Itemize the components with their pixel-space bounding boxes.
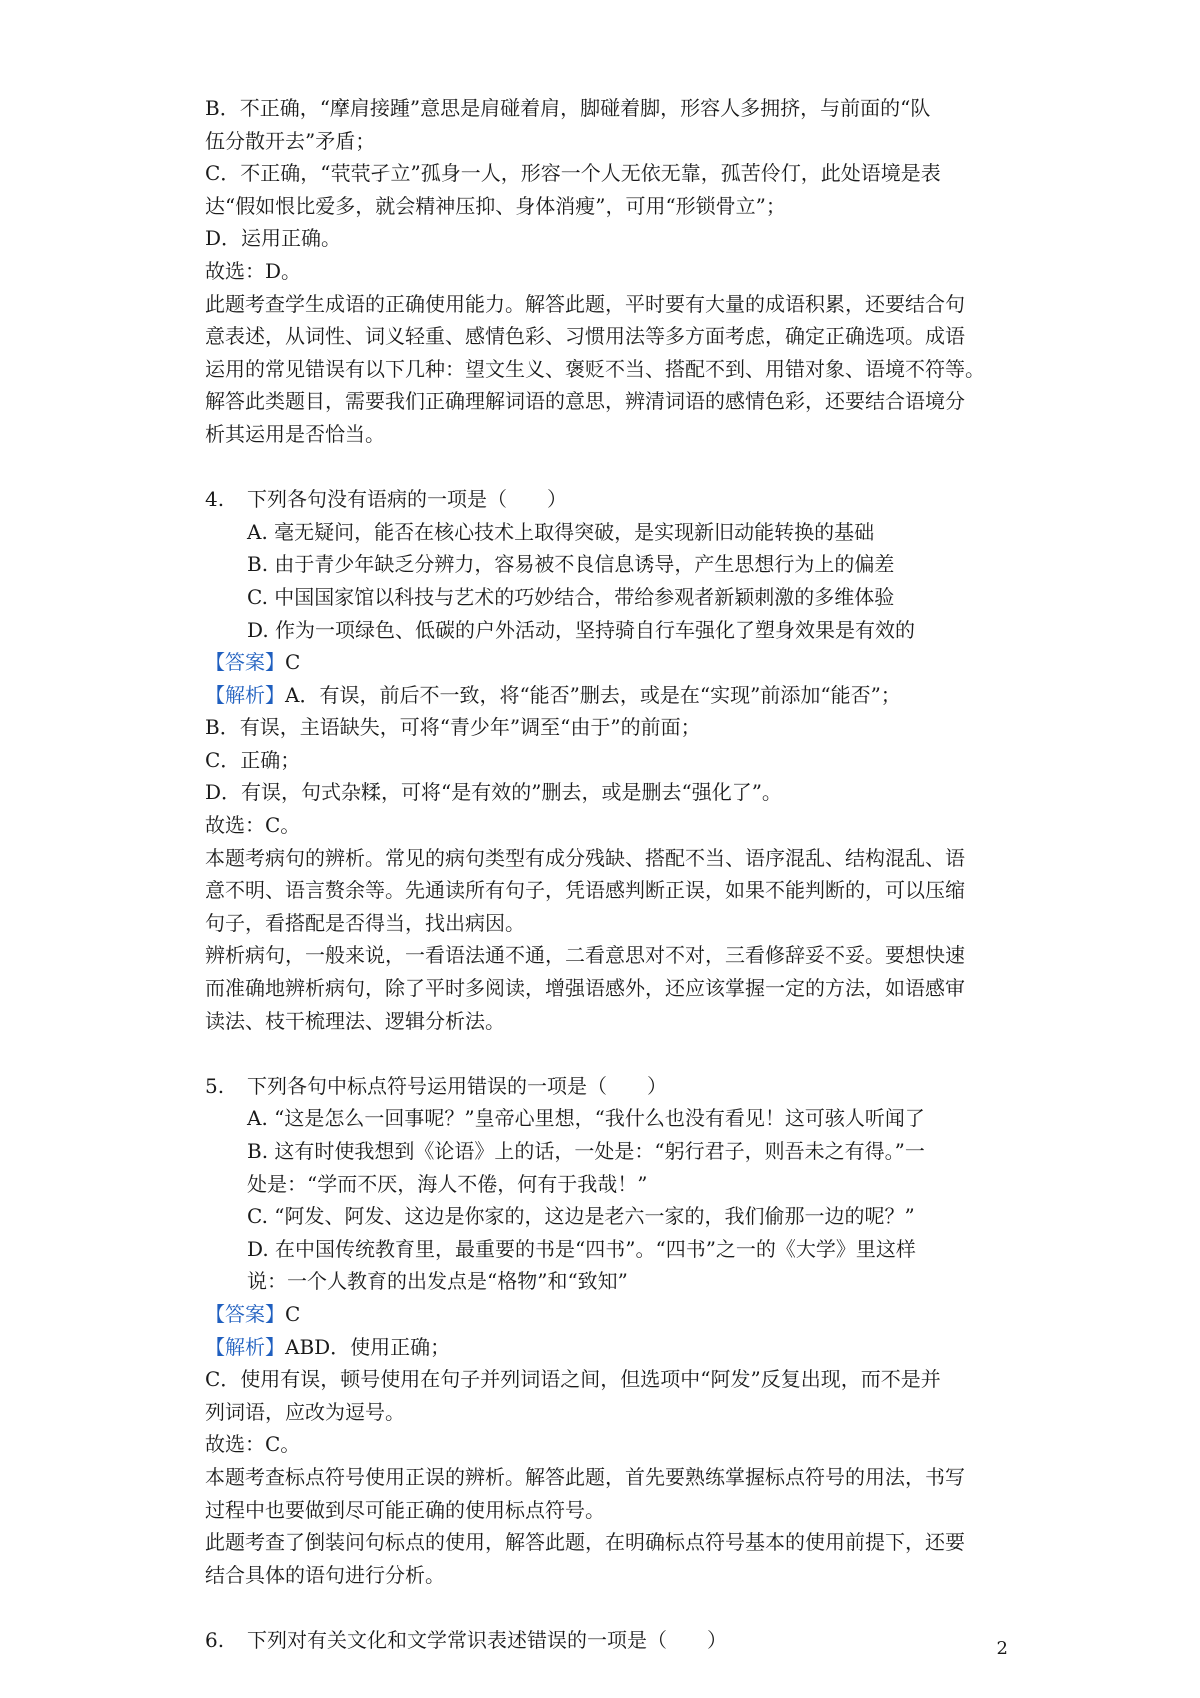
option-b: B. 由于青少年缺乏分辨力，容易被不良信息诱导，产生思想行为上的偏差 xyxy=(247,552,895,577)
spacer xyxy=(205,451,1015,484)
answer-tag: 【答案】 xyxy=(205,650,285,675)
text-line: C．不正确，“茕茕孑立”孤身一人，形容一个人无依无靠，孤苦伶仃，此处语境是表 xyxy=(205,161,941,186)
option-b: B. 这有时使我想到《论语》上的话，一处是：“躬行君子，则吾未之有得。”一 xyxy=(247,1139,925,1163)
option-a: A. 毫无疑问，能否在核心技术上取得突破，是实现新旧动能转换的基础 xyxy=(247,519,875,544)
answer-tag: 【答案】 xyxy=(205,1301,285,1326)
text-line: 伍分散开去”矛盾； xyxy=(205,128,376,153)
text-line: 达“假如恨比爱多，就会精神压抑、身体消瘦”，可用“形锁骨立”； xyxy=(205,193,786,218)
text-line: 意不明、语言赘余等。先通读所有句子，凭语感判断正误，如果不能判断的，可以压缩 xyxy=(205,878,965,903)
page-number: 2 xyxy=(996,1638,1008,1659)
spacer xyxy=(205,1591,1015,1624)
text-line: D．运用正确。 xyxy=(205,226,342,251)
analysis-tag: 【解析】 xyxy=(205,682,285,707)
question-text: 下列各句中标点符号运用错误的一项是（ ） xyxy=(247,1073,667,1098)
answer-line xyxy=(205,646,1015,679)
question-stem xyxy=(205,1624,1015,1657)
question-text: 下列对有关文化和文学常识表述错误的一项是（ ） xyxy=(247,1627,727,1652)
text-line: 解答此类题目，需要我们正确理解词语的意思，辨清词语的感情色彩，还要结合语境分 xyxy=(205,389,965,414)
analysis-tag: 【解析】 xyxy=(205,1334,285,1359)
text-line: 句子，看搭配是否得当，找出病因。 xyxy=(205,910,525,935)
text-line: 析其运用是否恰当。 xyxy=(205,421,385,446)
question-stem xyxy=(205,483,1015,516)
option-d: D. 在中国传统教育里，最重要的书是“四书”。“四书”之一的《大学》里这样 xyxy=(247,1236,916,1261)
text-line: 读法、枝干梳理法、逻辑分析法。 xyxy=(205,1008,505,1033)
text-line: 故选：C。 xyxy=(205,813,301,838)
text-line: 辨析病句，一般来说，一看语法通不通，二看意思对不对，三看修辞妥不妥。要想快速 xyxy=(205,943,965,968)
text-line: 运用的常见错误有以下几种：望文生义、褒贬不当、搭配不到、用错对象、语境不符等。 xyxy=(205,356,985,381)
text-line: C．使用有误，顿号使用在句子并列词语之间，但选项中“阿发”反复出现，而不是并 xyxy=(205,1367,941,1392)
question-number: 4. xyxy=(205,487,225,512)
text-line: 过程中也要做到尽可能正确的使用标点符号。 xyxy=(205,1497,605,1522)
spacer xyxy=(205,1037,1015,1070)
text-line: 此题考查了倒装问句标点的使用，解答此题，在明确标点符号基本的使用前提下，还要 xyxy=(205,1530,965,1555)
question-number: 5. xyxy=(205,1073,225,1098)
option-a: A. “这是怎么一回事呢？”皇帝心里想，“我什么也没有看见！这可骇人听闻了 xyxy=(247,1106,925,1131)
text-line: 故选：D。 xyxy=(205,258,302,283)
text-line: C．正确； xyxy=(205,747,301,772)
answer-value: C xyxy=(285,650,301,675)
analysis-text: A．有误，前后不一致，将“能否”删去，或是在“实现”前添加“能否”； xyxy=(285,682,901,707)
page-content xyxy=(205,92,1015,1657)
text-line: B．不正确，“摩肩接踵”意思是肩碰着肩，脚碰着脚，形容人多拥挤，与前面的“队 xyxy=(205,96,931,120)
analysis-line xyxy=(205,679,1015,712)
question-stem xyxy=(205,1070,1015,1103)
text-line: 本题考病句的辨析。常见的病句类型有成分残缺、搭配不当、语序混乱、结构混乱、语 xyxy=(205,845,965,870)
answer-line xyxy=(205,1298,1015,1331)
question-6 xyxy=(205,1624,1015,1657)
text-line: B．有误，主语缺失，可将“青少年”调至“由于”的前面； xyxy=(205,715,701,740)
analysis-text: ABD．使用正确； xyxy=(285,1334,451,1359)
text-line: D．有误，句式杂糅，可将“是有效的”删去，或是删去“强化了”。 xyxy=(205,780,782,805)
analysis-line xyxy=(205,1331,1015,1364)
option-b-continued: 处是：“学而不厌，海人不倦，何有于我哉！” xyxy=(247,1171,648,1196)
answer-value: C xyxy=(285,1301,301,1326)
text-line: 列词语，应改为逗号。 xyxy=(205,1399,405,1424)
question-4 xyxy=(205,483,1015,1037)
option-c: C. “阿发、阿发、这边是你家的，这边是老六一家的，我们偷那一边的呢？” xyxy=(247,1204,915,1229)
text-line: 故选：C。 xyxy=(205,1432,301,1457)
question-5 xyxy=(205,1070,1015,1592)
text-line: 意表述，从词性、词义轻重、感情色彩、习惯用法等多方面考虑，确定正确选项。成语 xyxy=(205,324,965,349)
text-line: 而准确地辨析病句，除了平时多阅读，增强语感外，还应该掌握一定的方法，如语感审 xyxy=(205,976,965,1001)
prev-question-analysis xyxy=(205,92,1015,451)
option-d-continued: 说：一个人教育的出发点是“格物”和“致知” xyxy=(247,1269,628,1294)
text-line: 此题考查学生成语的正确使用能力。解答此题，平时要有大量的成语积累，还要结合句 xyxy=(205,291,965,316)
text-line: 结合具体的语句进行分析。 xyxy=(205,1562,445,1587)
text-line: 本题考查标点符号使用正误的辨析。解答此题，首先要熟练掌握标点符号的用法，书写 xyxy=(205,1464,965,1489)
option-c: C. 中国国家馆以科技与艺术的巧妙结合，带给参观者新颖刺激的多维体验 xyxy=(247,584,895,609)
option-d: D. 作为一项绿色、低碳的户外活动，坚持骑自行车强化了塑身效果是有效的 xyxy=(247,617,916,642)
question-text: 下列各句没有语病的一项是（ ） xyxy=(247,487,567,512)
question-number: 6. xyxy=(205,1627,225,1652)
